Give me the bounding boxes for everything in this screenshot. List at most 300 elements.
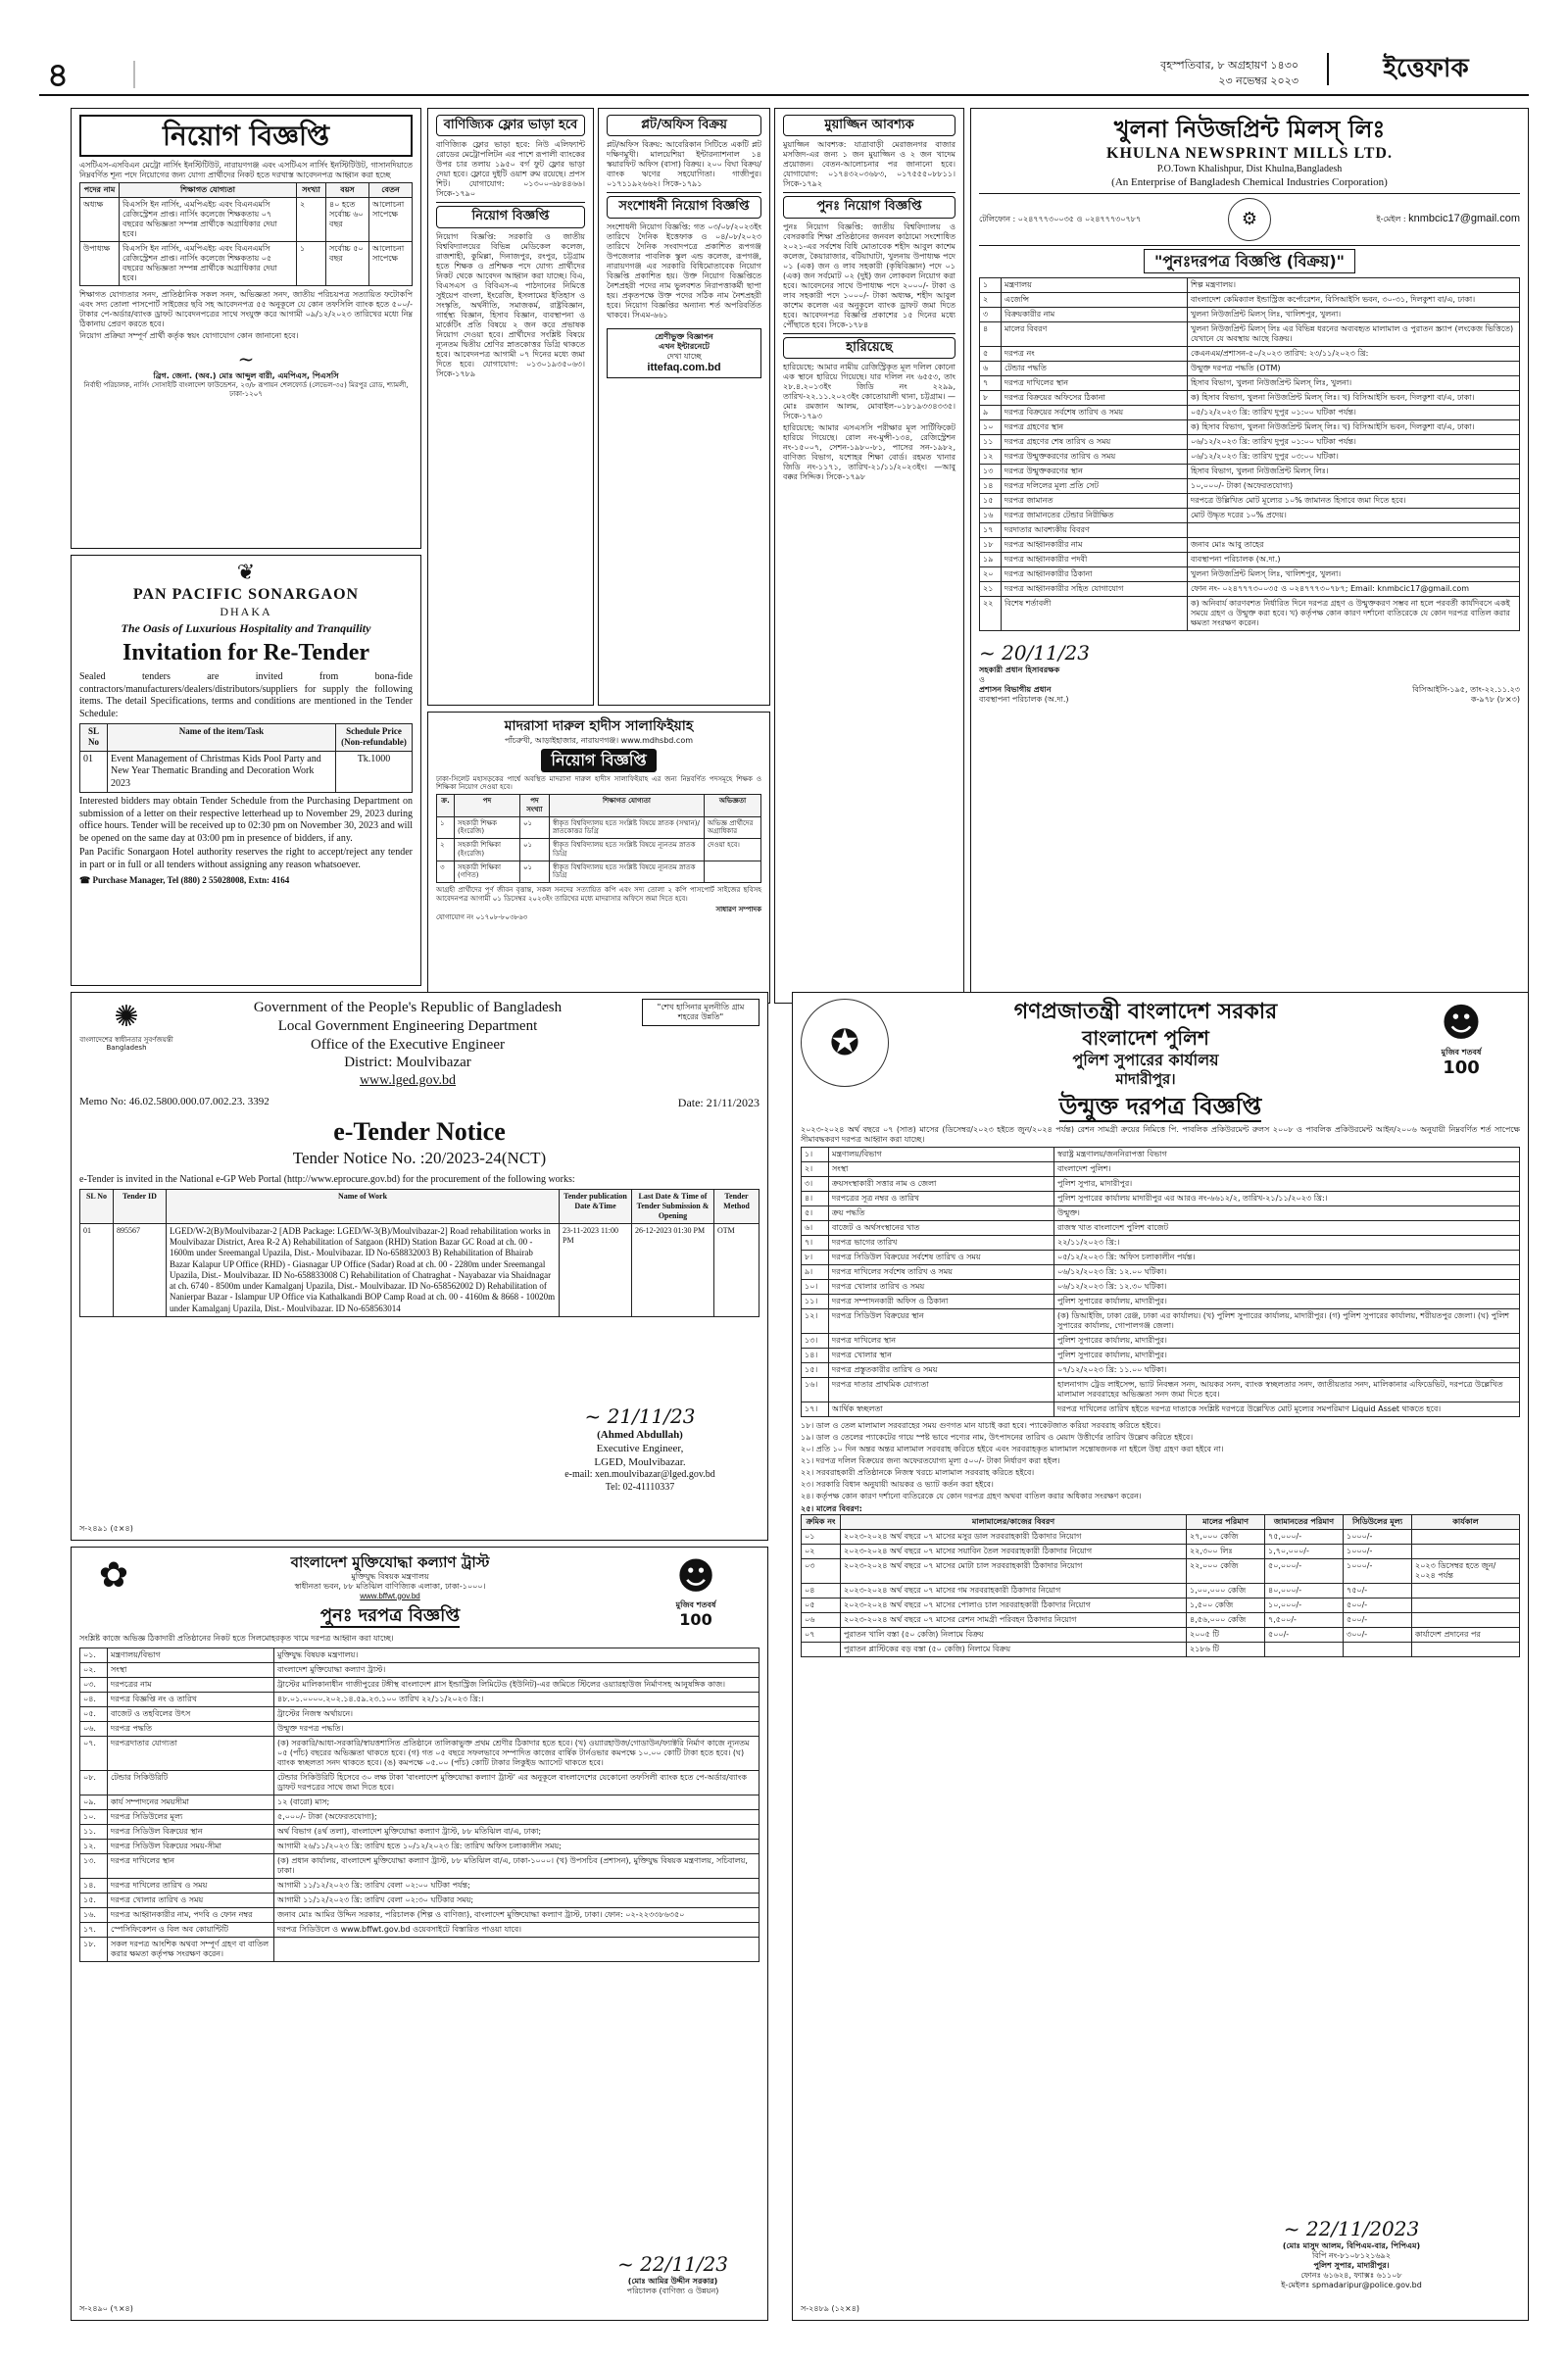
table-row <box>80 1721 760 1736</box>
table-row <box>802 1221 1520 1236</box>
police-v: ০৭/১২/২০২৩ খ্রি: ১১.০০ ঘটিকা। <box>1054 1363 1520 1378</box>
khulna-table <box>979 277 1520 631</box>
table-row <box>80 1878 760 1893</box>
police-mujib-num: 100 <box>1443 1058 1480 1078</box>
freedom-v: ৪৮.০১.০০০০.২০২.১৪.৫৯.২৩.১০০ তারিখ ২২/১১/২০২৩ খ্রি:। <box>274 1692 760 1706</box>
police-v: পুলিশ সুপারের কার্যালয়, মাদারীপুর। <box>1054 1334 1520 1349</box>
police-goods-term <box>1412 1530 1520 1545</box>
police-k: দরপত্র ভাগের তারিখ <box>829 1236 1054 1251</box>
table-row <box>802 1530 1520 1545</box>
police-goods-dep: ৫০০/- <box>1265 1628 1344 1643</box>
freedom-n: ০৮. <box>80 1770 108 1795</box>
police-office: পুলিশ সুপারের কার্যালয় <box>1072 1050 1219 1069</box>
plot-column <box>598 108 770 706</box>
table-row <box>802 1251 1520 1265</box>
table-row <box>980 582 1520 597</box>
khulna-k: দরপত্র দলিলের মূল্য প্রতি সেট <box>1002 479 1188 494</box>
police-v: হালনাগাদ ট্রেড লাইসেন্স, ভ্যাট নিবন্ধন সনদ, আয়কর সনদ, ব্যাংক স্বচ্ছলতার সনদ, জাতীয়তার সনদ, মালিকানার এফিডেভিট, দরপত্রে উল্লেখিত মালামাল সরবরাহের অভিজ্ঞতা সনদ জমা দিতে হবে। <box>1054 1378 1520 1402</box>
khulna-k: দরপত্র উন্মুক্তকরণের স্থান <box>1002 465 1188 479</box>
police-goods-term: ২০২৩ ডিসেম্বর হতে জুন/২০২৪ পর্যন্ত <box>1412 1559 1520 1584</box>
madrasa-exp: দেওয়া হবে। <box>705 839 761 861</box>
police-k: দরপত্র খোলার স্থান <box>829 1349 1054 1363</box>
police-v: পুলিশ সুপারের কার্যালয়, মাদারীপুর। <box>1054 1295 1520 1309</box>
police-n: ১। <box>802 1148 829 1162</box>
freedom-v: (ক) সরকারি/আধা-সরকারি/স্বায়ত্তশাসিত প্রতিষ্ঠানে তালিকাভুক্ত প্রথম শ্রেণীর ঠিকাদার হতে হবে। (খ) ওয়্যারহাউজ/গোডাউন/ফ্যাক্টরি নির্মাণ কাজে ন্যূনতম ০৫ (পাঁচ) বছরের অভিজ্ঞতা থাকতে হবে। (গ) গত ০৫ বছরে সফলভাবে সম্পাদিত কাজের বার্ষিক টার্নওভার কমপক্ষে ১০.০০ কোটি টাকা হতে হবে। (ঘ) ব্যাংক স্বচ্ছলতা সনদ থাকতে হবে। (ঙ) কমপক্ষে ০৫.০০ (পাঁচ) কোটি টাকার লিকুইড অ্যাসেট থাকতে হবে। <box>274 1736 760 1770</box>
khulna-v: ক) হিসাব বিভাগ, খুলনা নিউজপ্রিন্ট মিলস্‌ লিঃ। খ) বিসিআইসি ভবন, দিলকুশা বা/এ, ঢাকা। <box>1188 391 1520 406</box>
freedom-k: টেন্ডার সিকিউরিটি <box>108 1770 274 1795</box>
freedom-site: www.bffwt.gov.bd <box>360 1591 420 1600</box>
police-signature: ~ 22/11/2023 <box>1283 2217 1420 2240</box>
police-k: মন্ত্রণালয়/বিভাগ <box>829 1148 1054 1162</box>
police-v: পুলিশ সুপারের কার্যালয় মাদারীপুর এর আরও নং-৬৬১২/২, তারিখ-২১/১১/২০২৩ খ্রি:। <box>1054 1192 1520 1206</box>
khulna-k: দরপত্র গ্রহণের শেষ তারিখ ও সময় <box>1002 435 1188 450</box>
lged-signer-org: LGED, Moulvibazar. <box>594 1455 686 1468</box>
freedom-signature: ~ 22/11/23 <box>617 2252 728 2276</box>
police-goods-q: ২৭,০০০ কেজি <box>1187 1530 1265 1545</box>
table-row <box>980 308 1520 322</box>
police-goods-d: ২০২৩-২০২৪ অর্থ বছরে ০৭ মাসের গম সরবরাহকারী ঠিকাদার নিয়োগ <box>841 1584 1187 1599</box>
police-goods-n: ০৪ <box>802 1584 841 1599</box>
madrasa-col-post: পদ <box>455 795 520 817</box>
table-row <box>80 1907 760 1922</box>
table-row <box>80 1853 760 1878</box>
freedom-v: আগামী ২৬/১১/২০২৩ খ্রি: তারিখ হতে ১০/১২/২০২৩ খ্রি: তারিখ অফিস চলাকালীন সময়; <box>274 1839 760 1853</box>
khulna-k: এজেন্সি <box>1002 293 1188 308</box>
freedom-v: অর্থ বিভাগ (৪র্থ তলা), বাংলাদেশ মুক্তিযোদ্ধা কল্যাণ ট্রাস্ট, ৮৮ মতিঝিল বা/এ, ঢাকা; <box>274 1824 760 1839</box>
freedom-signer-title: পরিচালক (বাণিজ্য ও উন্নয়ন) <box>626 2287 719 2295</box>
freedom-code: স-২৪৯০ (৭×৪) <box>79 2304 133 2313</box>
freedom-n: ১২. <box>80 1839 108 1853</box>
madrasa-count: ০১ <box>519 839 549 861</box>
table-row <box>802 1192 1520 1206</box>
madrasa-col-qual: শিক্ষাগত যোগ্যতা <box>549 795 704 817</box>
police-k: দরপত্র দাতার প্রাথমিক যোগ্যতা <box>829 1378 1054 1402</box>
madrasa-n: ১ <box>437 816 455 839</box>
khulna-signer3: প্রশাসন বিভাগীয় প্রধান <box>979 685 1052 695</box>
lged-last: 26-12-2023 01:30 PM <box>632 1223 714 1316</box>
police-k: আর্থিক স্বচ্ছলতা <box>829 1402 1054 1417</box>
police-k: দরপত্রের সূত্র নম্বর ও তারিখ <box>829 1192 1054 1206</box>
jubilee-logo-icon: ✺ <box>114 1000 139 1034</box>
lged-code: স-২৪৯১ (৫×৪) <box>79 1524 133 1533</box>
khulna-v: ব্যবস্থাপনা পরিচালক (অ.দা.) <box>1188 553 1520 567</box>
freedom-table <box>79 1648 760 1962</box>
freedom-k: দরপত্র দাখিলের তারিখ ও সময় <box>108 1878 274 1893</box>
table-row <box>80 1795 760 1809</box>
police-email: ই-মেইলঃ spmadaripur@police.gov.bd <box>1281 2281 1422 2289</box>
police-k: বাজেট ও অর্থসংস্থানের খাত <box>829 1221 1054 1236</box>
khulna-k: দরপত্র জামানত <box>1002 494 1188 509</box>
nursing-salary: আলোচনা সাপেক্ষে <box>369 242 413 286</box>
mujib-portrait-icon: ☻ <box>1441 1001 1482 1046</box>
freedom-k: দরপত্র সিডিউল বিক্রয়ের সময়-সীমা <box>108 1839 274 1853</box>
police-n: ৮। <box>802 1251 829 1265</box>
khulna-k: দরপত্র বিক্রয়ের অফিসের ঠিকানা <box>1002 391 1188 406</box>
nursing-body: শিক্ষাগত যোগ্যতার সনদ, প্রাতিষ্ঠানিক সকল সনদ, অভিজ্ঞতা সনদ, জাতীয় পরিচয়পত্র সত্যায়িত ফটোকপি এবং সদ্য তোলা পাসপোর্ট সাইজের ছবি সহ আবেদনপত্র ৫৫ অনুকূলে যে কোন তফসিলি ব্যাংক হতে ৫০০/- টাকার পে-অর্ডার/ব্যাংক ড্রাফট আবেদনপত্রের সাথে সংযুক্ত করে আগামী ০৯/১২/২০২৩ তারিখের মধ্যে নিম্ন ঠিকানায় প্রেরণ করতে হবে। <box>79 290 413 328</box>
khulna-name-bn: খুলনা নিউজপ্রিন্ট মিলস্‌ লিঃ <box>1113 116 1386 143</box>
khulna-k: দরদাতার আবশ্যকীয় বিবরণ <box>1002 523 1188 538</box>
table-row <box>802 1349 1520 1363</box>
police-k: দরপত্র দাখিলের সর্বশেষ তারিখ ও সময় <box>829 1265 1054 1280</box>
madrasa-ad <box>427 712 770 1004</box>
table-row <box>80 1770 760 1795</box>
police-condition: ১৮। ডাল ও তেল মালামাল সরবরাহের সময় গুণগত মান যাচাই করা হবে। প্যাকেটজাত করিয়া সরবরাহ করিতে হইবে। <box>801 1421 1161 1431</box>
khulna-v: শিল্প মন্ত্রণালয়। <box>1188 278 1520 293</box>
police-k: দরপত্র প্রস্তুতকারীর তারিখ ও সময় <box>829 1363 1054 1378</box>
lged-col-sl: SL No <box>80 1189 114 1223</box>
punoh-niyog-text: পুনঃ নিয়োগ বিজ্ঞপ্তি: জাতীয় বিশ্ববিদ্যালয় ও বেসরকারি শিক্ষা প্রতিষ্ঠানের জনবল কাঠামো সংশোধিত ২০২১-এর সর্বশেষ বিধি মোতাবেক শহীদ আবুল কাশেম কলেজ, কৈয়ারাজার, বটিয়াঘাটা, খুলনায় উপাধ্যক্ষ পদে ০১ (এক) জন ও লাব সহকারী (কৃষিবিজ্ঞান) পদে ০১ (এক) জন সর্বমোট ০২ (দুই) জন লোকবল নিয়োগ করা হবে। আবেদনের সাথে উপাধ্যক্ষ পদে ২০০০/- টাকা ও লাব সহকারী পদে ১০০০/- টাকা অধ্যক্ষ, শহীদ আবুল কাশেম কলেজ এর অনুকূলে ব্যাংক ড্রাফট জমা দিতে হবে। আবেদনপত্র বিজ্ঞপ্তি প্রকাশের ১৫ দিনের মধ্যে পৌঁছাতে হবে। সিকে-১৭৮৪ <box>783 221 956 329</box>
khulna-n: ৫ <box>980 347 1002 362</box>
madrasa-col-exp: অভিজ্ঞতা <box>705 795 761 817</box>
pan-pacific-brand: PAN PACIFIC SONARGAON <box>132 586 360 603</box>
police-goods-fee <box>1344 1643 1412 1657</box>
table-row <box>980 362 1520 376</box>
police-v: ২২/১১/২০২৩ খ্রি:। <box>1054 1236 1520 1251</box>
lged-signer: (Ahmed Abdullah) <box>597 1429 683 1441</box>
police-conditions <box>801 1421 1520 1501</box>
freedom-v: টেন্ডার সিকিউরিটি হিসেবে ৩০ লক্ষ টাকা 'বাংলাদেশ মুক্তিযোদ্ধা কল্যাণ ট্রাস্ট' এর অনুকূলে বাংলাদেশের যেকোনো তফসিলী ব্যাংক হতে পে-অর্ডার/ব্যাংক ড্রাফট দরপত্রের সাথে জমা দিতে হবে। <box>274 1770 760 1795</box>
police-n: ১৫। <box>802 1363 829 1378</box>
lged-work: LGED/W-2(B)/Moulvibazar-2 [ADB Package: LGED/W-3(B)/Moulvibazar-2] Road rehabilitation works in Moulvibazar District, Area R-2 A) Rehabilitation of Satgaon (RHD) Station Bazar GC Road at ch. 00 - 1600m under Sreemangal Upazila, Dist.- Moulvibazar. ID No-658832003 B) Rehabilitation of Bhairab Bazar Kalapur UP Office (RHD) - Giasnagar UP Office (Sadar) Road at ch. 00 - 2280m under Sreemangal Upazila, Dist.- Moulvibazar. ID No-658833008 C) Rehabilitation of Chatraghat - Nayabazar via Shaidnagar at ch. 6740 - 8500m under Kamalganj Upazila, Dist.- Moulvibazar. ID No-658562002 D) Rehabilitation of Nanierpar Bazar - Islampur UP Office via Kathalkandi BOP Camp Road at ch. 00 - 4160m & 8668 - 10020m under Kamalganj Upazila, Dist.- Moulvibazar. ID No-658563014 <box>167 1223 560 1316</box>
khulna-k: দরপত্র দাখিলের স্থান <box>1002 376 1188 391</box>
madrasa-table <box>436 794 761 883</box>
police-k: দরপত্র সিডিউল বিক্রয়ের সর্বশেষ তারিখ ও সময় <box>829 1251 1054 1265</box>
table-row <box>802 1559 1520 1584</box>
table-row <box>980 420 1520 435</box>
khulna-v: বাংলাদেশ কেমিক্যাল ইন্ডাস্ট্রিজ কর্পোরেশন, বিসিআইসি ভবন, ৩০-৩১, দিলকুশা বা/এ, ঢাকা। <box>1188 293 1520 308</box>
khulna-k: দরপত্র আহ্বানকারীর সহিত যোগাযোগ <box>1002 582 1188 597</box>
lged-subtitle: Tender Notice No. :20/2023-24(NCT) <box>292 1149 547 1167</box>
police-goods-d: পুরাতন খালি বস্তা (৫০ কেজি) নিলামে বিক্রয় <box>841 1628 1187 1643</box>
nursing-salary: আলোচনা সাপেক্ষে <box>369 198 413 242</box>
khulna-email-label: ই-মেইল : <box>1376 215 1406 224</box>
nursing-col-qual: শিক্ষাগত যোগ্যতা <box>120 183 297 198</box>
table-row <box>802 1177 1520 1192</box>
police-goods-n: ০৬ <box>802 1613 841 1628</box>
nursing-col-count: সংখ্যা <box>297 183 326 198</box>
khulna-k: দরপত্র নং <box>1002 347 1188 362</box>
lged-title: e-Tender Notice <box>333 1116 506 1146</box>
police-goods-dep: ৭,৫০০/- <box>1265 1613 1344 1628</box>
madrasa-qual: স্বীকৃত বিশ্ববিদ্যালয় হতে সংশ্লিষ্ট বিষয়ে স্নাতক (সম্মান)/ স্নাতকোত্তর ডিগ্রি <box>549 816 704 839</box>
lged-gov: Government of the People's Republic of Bangladesh <box>253 1000 563 1015</box>
khulna-n: ১২ <box>980 450 1002 465</box>
pan-pacific-logo-icon: ❦ <box>236 561 256 585</box>
police-n: ১২। <box>802 1309 829 1334</box>
lged-tel: Tel: 02-41110337 <box>605 1481 675 1493</box>
police-condition: ১৯। ডাল ও তেলের প্যাকেটের গায়ে স্পষ্ট ভাবে পণ্যের নাম, উৎপাদনের তারিখ ও মেয়াদ উত্তীর্ণের তারিখ উল্লেখ করিতে হইবে। <box>801 1433 1194 1443</box>
lged-signature: ~ 21/11/23 <box>584 1404 696 1428</box>
khulna-address: P.O.Town Khalishpur, Dist Khulna,Bangladesh <box>1156 164 1343 174</box>
nursing-age: ৪০ হতে সর্বোচ্চ ৬০ বছর <box>326 198 369 242</box>
police-n: ১০। <box>802 1280 829 1295</box>
police-goods-term <box>1412 1643 1520 1657</box>
table-row <box>980 406 1520 420</box>
khulna-v: হিসাব বিভাগ, খুলনা নিউজপ্রিন্ট মিলস্‌ লিঃ, খুলনা। <box>1188 376 1520 391</box>
police-goods-term: কার্যাদেশ প্রদানের পর <box>1412 1628 1520 1643</box>
table-row <box>980 435 1520 450</box>
table-row <box>802 1363 1520 1378</box>
police-goods-col: কার্যকাল <box>1412 1515 1520 1530</box>
nursing-col-salary: বেতন <box>369 183 413 198</box>
freedom-address: স্বাধীনতা ভবন, ৮৮ মতিঝিল বাণিজ্যিক এলাকা, ঢাকা-১০০০। <box>294 1581 486 1591</box>
police-goods-dep <box>1265 1643 1344 1657</box>
nursing-title: নিয়োগ বিজ্ঞপ্তি <box>79 115 413 157</box>
lged-pub: 23-11-2023 11:00 PM <box>560 1223 632 1316</box>
freedom-v: আগামী ১১/১২/২০২৩ খ্রি: তারিখ বেলা ০২:৩০ ঘটিকার সময়; <box>274 1893 760 1907</box>
freedom-n: ১১. <box>80 1824 108 1839</box>
freedom-n: ১৭. <box>80 1922 108 1937</box>
masthead-logo: ইত্তেফাক <box>1327 53 1523 85</box>
table-row <box>802 1236 1520 1251</box>
floor-rent-column <box>427 108 594 706</box>
khulna-v: ০৫/১২/২০২৩ খ্রি: তারিখ দুপুর ০১:০০ ঘটিকা পর্যন্ত। <box>1188 406 1520 420</box>
masthead-date-en: ২৩ নভেম্বর ২০২৩ <box>1218 74 1298 87</box>
police-condition: ২৪। কর্তৃপক্ষ কোন কারণ দর্শানো ব্যতিরেকে যে কোন দরপত্র গ্রহণ অথবা বাতিল করার অধিকার সংরক্ষণ করেন। <box>801 1492 1142 1501</box>
table-row <box>980 479 1520 494</box>
khulna-n: ২১ <box>980 582 1002 597</box>
khulna-v: খুলনা নিউজপ্রিন্ট মিলস্‌ লিঃ এর বিভিন্ন ধরনের অব্যবহৃত মালামাল ও পুরাতন স্ক্র্যাপ (লংকেজ ভিত্তিতে) যেখানে যে অবস্থায় আছে বিক্রয়। <box>1188 322 1520 347</box>
khulna-k: বিক্রয়কারীর নাম <box>1002 308 1188 322</box>
niyog-small-text: নিয়োগ বিজ্ঞপ্তি: সরকারি ও জাতীয় বিশ্ববিদ্যালয়ের বিভিন্ন মেডিকেল কলেজ, রাজশাহী, কুমিল্লা, দিনাজপুর, রংপুর, চট্টগ্রাম হতে শিক্ষক ও প্রশিক্ষক পদে যোগ্য প্রার্থীদের নিকট থেকে আবেদন আহ্বান করা যাচ্ছে। বিএ, বিএসএস ও বিবিএস-এ পাঠদানের নিমিত্তে সুইয়েপ বাংলা, ইংরেজি, ইসলামের ইতিহাস ও সংস্কৃতি, অর্থনীতি, সমাজকর্ম, রাষ্ট্রবিজ্ঞান, গার্হস্থ্য বিজ্ঞান, হিসাব বিজ্ঞান, ব্যবস্থাপনা ও মার্কেটিং প্রতি বিষয়ে ২ জন করে প্রভাষক নিয়োগ দেওয়া হবে। প্রার্থীদের সংশ্লিষ্ট বিষয়ে ন্যূনতম দ্বিতীয় শ্রেণির স্নাতকোত্তর ডিগ্রি থাকতে হবে। আবেদনপত্র আগামী ০৭ দিনের মধ্যে জমা দিতে হবে। যোগাযোগ: ০১৩০১৯৩৫০৬৩। সিকে-১৭৮৯ <box>436 231 585 378</box>
khulna-n: ১ <box>980 278 1002 293</box>
police-n: ৫। <box>802 1206 829 1221</box>
madrasa-n: ৩ <box>437 861 455 883</box>
table-row <box>80 1839 760 1853</box>
freedom-v: (ক) প্রধান কার্যালয়, বাংলাদেশ মুক্তিযোদ্ধা কল্যাণ ট্রাস্ট, ৮৮ মতিঝিল বা/এ, ঢাকা-১০০০। (খ) উপসচিব (প্রশাসন), মুক্তিযুদ্ধ বিষয়ক মন্ত্রণালয়, সচিবালয়, ঢাকা। <box>274 1853 760 1878</box>
table-row <box>802 1148 1520 1162</box>
khulna-tel: টেলিফোন : ০২৪৭৭৭৩০০৩৫ ও ০২৪৭৭৭৩০৭৮৭ <box>979 215 1142 224</box>
khulna-k: দরপত্র আহ্বানকারীর পদবী <box>1002 553 1188 567</box>
police-condition: ২১। দরপত্র দলিল বিক্রয়ের জন্য অফেরতযোগ্য মূল্য ৫০০/- টাকা নির্ধারণ করা হইল। <box>801 1456 1060 1466</box>
lged-slogan: "শেখ হাসিনার মূলনীতি গ্রাম শহরের উন্নতি" <box>642 999 760 1026</box>
police-n: ১৪। <box>802 1349 829 1363</box>
lged-signer-title: Executive Engineer, <box>596 1442 684 1454</box>
madrasa-qual: স্বীকৃত বিশ্ববিদ্যালয় হতে সংশ্লিষ্ট বিষয়ে ন্যূনতম স্নাতক ডিগ্রি <box>549 861 704 883</box>
khulna-n: ১৬ <box>980 509 1002 523</box>
khulna-name-en: KHULNA NEWSPRINT MILLS LTD. <box>1106 145 1393 162</box>
police-goods-table <box>801 1514 1520 1657</box>
khulna-ref: বিসিআইসি-১৯৫, তাং-২২.১১.২৩ <box>1412 685 1520 695</box>
police-n: ১৩। <box>802 1334 829 1349</box>
freedom-mujib-num: 100 <box>679 1609 712 1629</box>
table-row <box>80 1809 760 1824</box>
table-row <box>437 839 761 861</box>
khulna-v: দরপত্রে উল্লিখিত মোট মূল্যের ১০% জামানত হিসাবে জমা দিতে হবে। <box>1188 494 1520 509</box>
police-goods-term <box>1412 1613 1520 1628</box>
khulna-email: knmbcic17@gmail.com <box>1408 213 1520 225</box>
khulna-k: মন্ত্রণালয় <box>1002 278 1188 293</box>
police-v: দরপত্র দাখিলের তারিখ হইতে দরপত্র দাতাকে সংশ্লিষ্ট দরপত্রে উল্লেখিত মোট মূল্যের সমপরিমাণ Liquid Asset থাকতে হবে। <box>1054 1402 1520 1417</box>
table-row <box>980 567 1520 582</box>
police-goods-q: ২১৮৬ টি <box>1187 1643 1265 1657</box>
lged-col-pub: Tender publication Date &Time <box>560 1189 632 1223</box>
freedom-n: ০৭. <box>80 1736 108 1770</box>
police-goods-n <box>802 1643 841 1657</box>
nursing-signature: ~ <box>237 347 255 370</box>
police-goods-fee: ১০০০/- <box>1344 1530 1412 1545</box>
khulna-n: ২ <box>980 293 1002 308</box>
lged-col-id: Tender ID <box>114 1189 167 1223</box>
madrasa-n: ২ <box>437 839 455 861</box>
khulna-v: হিসাব বিভাগ, খুলনা নিউজপ্রিন্ট মিলস্‌ লিঃ। <box>1188 465 1520 479</box>
khulna-n: ৩ <box>980 308 1002 322</box>
police-condition: ২৩। সরকারি বিধান অনুযায়ী আয়কর ও ভ্যাট কর্তন করা হইবে। <box>801 1480 994 1490</box>
madrasa-title: নিয়োগ বিজ্ঞপ্তি <box>541 749 656 772</box>
table-row <box>980 376 1520 391</box>
nursing-footer: নিয়োগ প্রক্রিয়া সম্পূর্ণ প্রার্থী কর্তৃক স্বয়ং যোগাযোগ কোন জানানো হবে। <box>79 331 299 340</box>
police-n: ৩। <box>802 1177 829 1192</box>
table-row <box>980 538 1520 553</box>
table-row <box>980 465 1520 479</box>
police-intro: ২০২৩-২০২৪ অর্থ বছরে ০৭ (সাত) মাসের (ডিসেম্বর/২০২৩ হইতে জুন/২০২৪ পর্যন্ত) রেশন সামগ্রী ক্রয়ের নিমিত্তে পি. পাবলিক প্রকিউরমেন্ট রুলস ২০০৮ ও পাবলিক প্রকিউরমেন্ট আইন/২০০৬ অনুযায়ী নিম্নবর্ণিত শর্ত সাপেক্ষে সীমাবদ্ধকরণ দরপত্র আহ্বান করা যাচ্ছে। <box>801 1125 1520 1145</box>
table-row <box>80 1223 760 1316</box>
freedom-n: ১৪. <box>80 1878 108 1893</box>
muazzin-text: মুয়াজ্জিন আবশ্যক: যাত্রাবাড়ী মেরাজনগর বাজার মসজিদ-এর জন্য ১ জন মুয়াজ্জিন ও ২ জন খাদেম প্রয়োজন। বেতন-আলোচনার পর জানানো হবে। যোগাযোগ: ০১৭৪৩২০৩৬৮৩, ০১৭৫৫৫০৮৮১১। সিকে-১৭৯২ <box>783 140 956 189</box>
table-row <box>80 198 413 242</box>
police-n: ৯। <box>802 1265 829 1280</box>
police-k: দরপত্র খোলার তারিখ ও সময় <box>829 1280 1054 1295</box>
lged-email: e-mail: xen.moulvibazar@lged.gov.bd <box>564 1469 715 1481</box>
lged-memo: Memo No: 46.02.5800.000.07.002.23. 3392 <box>79 1095 270 1107</box>
nursing-signer: ব্রিগ. জেনা. (অব.) মোঃ আব্দুল বারী, এমপিএস, পিএসসি <box>153 371 339 380</box>
police-goods-term <box>1412 1545 1520 1559</box>
police-v: (ক) ডিআইজি, ঢাকা রেঞ্জ, ঢাকা এর কার্যালয়। (খ) পুলিশ সুপারের কার্যালয়, মাদারীপুর। (গ) পুলিশ সুপারের কার্যালয়, শরীয়তপুর জেলা। (ঘ) পুলিশ সুপারের কার্যালয়, গোপালগঞ্জ জেলা। <box>1054 1309 1520 1334</box>
table-row <box>802 1265 1520 1280</box>
ittefaq-ad-url: ittefaq.com.bd <box>647 361 721 373</box>
bcic-logo-icon: ⚙ <box>1228 198 1271 241</box>
lged-col-method: Tender Method <box>714 1189 760 1223</box>
police-condition: ২২। সরবরাহকারী প্রতিষ্ঠানকে নিজস্ব খরচে মালামাল সরবরাহ করিতে হইবে। <box>801 1468 1035 1478</box>
police-table <box>801 1147 1520 1417</box>
pan-pacific-price: Tk.1000 <box>336 751 413 793</box>
freedom-n: ১৬. <box>80 1907 108 1922</box>
police-signer: (মোঃ মাসুদ আলম, বিপিএম-বার, পিপিএম) <box>1282 2241 1421 2250</box>
madrasa-col-n: ক্র. <box>437 795 455 817</box>
freedom-title: পুনঃ দরপত্র বিজ্ঞপ্তি <box>319 1604 461 1626</box>
freedom-v: ট্রাস্টের মালিকানাধীন গাজীপুরের টঙ্গীস্থ বাংলাদেশ গ্লাস ইন্ডাস্ট্রিজ লিমিটেড (ইউনিট)-এর জমিতে স্টিলের ওয়্যারহাউজ নির্মাণসহ আনুষঙ্গিক কাজ। <box>274 1677 760 1692</box>
madrasa-count: ০১ <box>519 816 549 839</box>
lged-id: 895567 <box>114 1223 167 1316</box>
police-goods-col: সিডিউলের মূল্য <box>1344 1515 1412 1530</box>
freedom-v: বাংলাদেশ মুক্তিযোদ্ধা কল্যাণ ট্রাস্ট। <box>274 1662 760 1677</box>
police-v: পুলিশ সুপারের কার্যালয়, মাদারীপুর। <box>1054 1349 1520 1363</box>
lged-site: www.lged.gov.bd <box>359 1073 457 1088</box>
page-number-divider <box>133 61 135 88</box>
khulna-k: বিশেষ শর্তাবলী <box>1002 597 1188 631</box>
khulna-n: ১৯ <box>980 553 1002 567</box>
lged-col-work: Name of Work <box>167 1189 560 1223</box>
madrasa-qual: স্বীকৃত বিশ্ববিদ্যালয় হতে সংশ্লিষ্ট বিষয়ে ন্যূনতম স্নাতক ডিগ্রি <box>549 839 704 861</box>
khulna-n: ৯ <box>980 406 1002 420</box>
police-city: মাদারীপুর। <box>1115 1069 1176 1088</box>
khulna-n: ১৪ <box>980 479 1002 494</box>
table-row <box>980 597 1520 631</box>
police-goods-title: ২৫। মালের বিবরণ: <box>801 1504 862 1514</box>
police-emblem-icon: ✪ <box>801 999 889 1087</box>
police-org: বাংলাদেশ পুলিশ <box>1082 1025 1209 1050</box>
pan-pacific-col-price: Schedule Price (Non-refundable) <box>336 724 413 752</box>
freedom-k: সংস্থা <box>108 1662 274 1677</box>
khulna-n: ১১ <box>980 435 1002 450</box>
khulna-v: ১০,০০০/- টাকা (অফেরতযোগ্য) <box>1188 479 1520 494</box>
table-row <box>980 553 1520 567</box>
police-goods-dep: ৫০,০০০/- <box>1265 1559 1344 1584</box>
police-code: স-২৪৮৯ (১২×৪) <box>801 2304 860 2313</box>
table-row <box>980 509 1520 523</box>
police-n: ৭। <box>802 1236 829 1251</box>
police-signer-id: বিপি নং-৮১০৮১২১৬৯২ <box>1311 2251 1392 2260</box>
table-row <box>802 1334 1520 1349</box>
khulna-v: মোট উদ্ধৃত দরের ১০% প্রদেয়। <box>1188 509 1520 523</box>
freedom-n: ০৫. <box>80 1706 108 1721</box>
table-row <box>802 1402 1520 1417</box>
table-row <box>80 1648 760 1662</box>
pan-pacific-footer <box>79 875 413 886</box>
khulna-k: দরপত্র জামানতের টেন্ডার নিরীক্ষিত <box>1002 509 1188 523</box>
khulna-v: ০৬/১২/২০২৩ খ্রি: তারিখ দুপুর ০৩:০০ ঘটিকা। <box>1188 450 1520 465</box>
freedom-v: জনাব মোঃ আমির উদ্দিন সরকার, পরিচালক (শিল্প ও বাণিজ্য), বাংলাদেশ মুক্তিযোদ্ধা কল্যাণ ট্রাস্ট, ঢাকা। ফোন: ০২-২২৩৩৮৬৩৫০ <box>274 1907 760 1922</box>
police-goods-q: ২২,০০০ কেজি <box>1187 1559 1265 1584</box>
khulna-k: দরপত্র বিক্রয়ের সর্বশেষ তারিখ ও সময় <box>1002 406 1188 420</box>
police-k: দরপত্র সম্পাদনকারী অফিস ও ঠিকানা <box>829 1295 1054 1309</box>
police-goods-dep: ৭৫,০০০/- <box>1265 1530 1344 1545</box>
freedom-k: দরপত্র আহ্বানকারীর নাম, পদবি ও ফোন নম্বর <box>108 1907 274 1922</box>
table-row <box>437 861 761 883</box>
pan-pacific-body1: Interested bidders may obtain Tender Schedule from the Purchasing Department on submission of a letter on their respective letterhead up to November 29, 2023 during office hours. Tender will be received up to 02:30 pm on November 30, 2023 and will be opened on the same day at 03:00 pm in presence of bidders, if any. <box>79 796 413 844</box>
khulna-v: ক) হিসাব বিভাগ, খুলনা নিউজপ্রিন্ট মিলস্‌ লিঃ। খ) বিসিআইসি ভবন, দিলকুশা বা/এ, ঢাকা। <box>1188 420 1520 435</box>
lged-logo-text: বাংলাদেশের স্বাধীনতার সুবর্ণজয়ন্তী Bangladesh <box>79 1035 173 1053</box>
khulna-k: দরপত্র উন্মুক্তকরণের তারিখ ও সময় <box>1002 450 1188 465</box>
madrasa-post: সহকারী শিক্ষক (ইংরেজি) <box>455 816 520 839</box>
freedom-k: দরপত্র দাখিলের স্থান <box>108 1853 274 1878</box>
freedom-v: আগামী ১১/১২/২০২৩ খ্রি: তারিখ বেলা ০২:০০ ঘটিকা পর্যন্ত; <box>274 1878 760 1893</box>
muazzin-column <box>774 108 964 1004</box>
khulna-k: দরপত্র গ্রহণের স্থান <box>1002 420 1188 435</box>
police-goods-col: জামানতের পরিমাণ <box>1265 1515 1344 1530</box>
police-goods-q: ২২,৩০০ লিঃ <box>1187 1545 1265 1559</box>
table-row <box>802 1378 1520 1402</box>
masthead <box>39 51 1529 96</box>
police-goods-dep: ৪০,০০০/- <box>1265 1584 1344 1599</box>
police-goods-col: ক্রমিক নং <box>802 1515 841 1530</box>
ittefaq-ad-line2: এখন ইন্টারনেটে <box>659 341 710 351</box>
table-row <box>80 1677 760 1692</box>
muazzin-tab: মুয়াজ্জিন আবশ্যক <box>783 115 956 136</box>
police-goods-col: মালামালের/কাজের বিবরণ <box>841 1515 1187 1530</box>
police-k: ক্রয় পদ্ধতি <box>829 1206 1054 1221</box>
freedom-n: ০৩. <box>80 1677 108 1692</box>
khulna-ad <box>970 108 1529 1004</box>
khulna-v: খুলনা নিউজপ্রিন্ট মিলস্‌ লিঃ, খালিশপুর, খুলনা। <box>1188 567 1520 582</box>
lged-date: Date: 21/11/2023 <box>677 1095 760 1109</box>
police-goods-d: ২০২৩-২০২৪ অর্থ বছরে ০৭ মাসের পোলাও চাল সরবরাহকারী ঠিকাদার নিয়োগ <box>841 1599 1187 1613</box>
lost-tab: হারিয়েছে <box>783 337 956 359</box>
nursing-col-age: বয়স <box>326 183 369 198</box>
police-goods-n: ০৩ <box>802 1559 841 1584</box>
nursing-table <box>79 182 413 286</box>
trust-logo-icon: ✿ <box>98 1555 129 1596</box>
freedom-k: বাজেট ও তহবিলের উৎস <box>108 1706 274 1721</box>
khulna-v: ফোন নং- ০২৪৭৭৭৩০০৩৫ ও ০২৪৭৭৭৩০৭৮৭; Email: knmbcic17@gmail.com <box>1188 582 1520 597</box>
police-v: পুলিশ সুপার, মাদারীপুর। <box>1054 1177 1520 1192</box>
table-row <box>802 1613 1520 1628</box>
police-n: ৪। <box>802 1192 829 1206</box>
police-goods-col: মালের পরিমাণ <box>1187 1515 1265 1530</box>
police-goods-n: ০২ <box>802 1545 841 1559</box>
freedom-v: দরপত্র সিডিউলে ও www.bffwt.gov.bd ওয়েবসাইটে বিস্তারিত পাওয়া যাবে। <box>274 1922 760 1937</box>
freedom-k: মন্ত্রণালয়/বিভাগ <box>108 1648 274 1662</box>
